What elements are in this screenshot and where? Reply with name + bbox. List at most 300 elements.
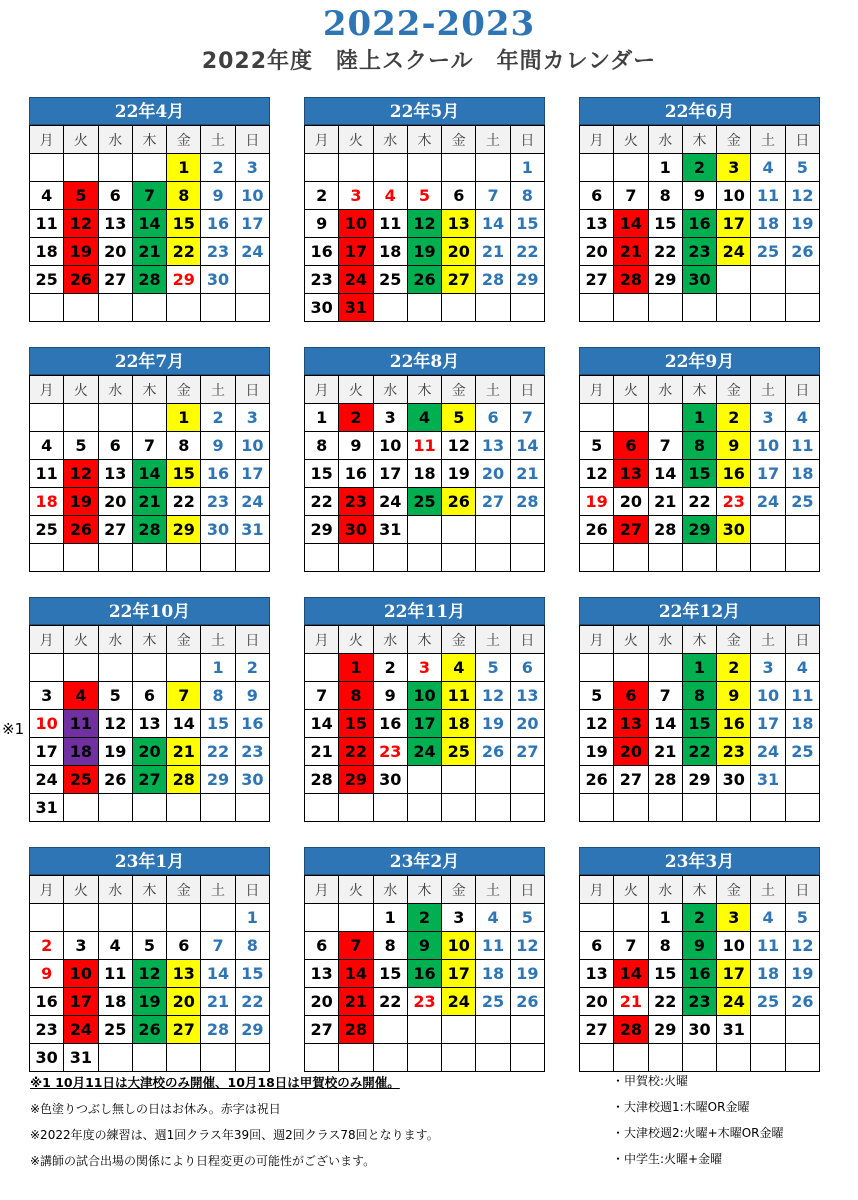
day-cell [235, 738, 269, 766]
weekday-header: 土 [751, 376, 785, 404]
day-cell [132, 960, 166, 988]
day-number: 17 [35, 742, 58, 761]
day-number: 13 [619, 464, 643, 483]
day-cell [373, 710, 407, 738]
day-cell [305, 294, 339, 322]
day-number: 24 [344, 270, 368, 289]
day-number: 13 [447, 214, 470, 233]
day-cell [614, 738, 648, 766]
day-number: 25 [413, 492, 436, 511]
day-number: 25 [447, 742, 470, 761]
day-cell [339, 266, 373, 294]
day-cell [682, 182, 716, 210]
day-cell [407, 432, 441, 460]
day-cell [305, 210, 339, 238]
day-number: 20 [138, 742, 161, 761]
day-number: 5 [521, 908, 533, 927]
day-number: 11 [447, 686, 470, 705]
day-number: 24 [413, 742, 436, 761]
day-cell [580, 182, 614, 210]
day-cell [64, 210, 98, 238]
weekday-header: 火 [64, 126, 98, 154]
day-number: 16 [722, 464, 745, 483]
day-number: 17 [241, 464, 264, 483]
weekday-header: 土 [201, 876, 235, 904]
day-number: 21 [481, 242, 505, 261]
empty-day-cell [751, 266, 785, 294]
day-cell [682, 932, 716, 960]
weekday-header: 金 [442, 876, 476, 904]
day-number: 11 [756, 936, 780, 955]
day-number: 8 [659, 936, 671, 955]
day-cell [682, 154, 716, 182]
weekday-header: 水 [648, 626, 682, 654]
day-cell [98, 460, 132, 488]
empty-day-cell [407, 154, 441, 182]
day-cell [339, 294, 373, 322]
day-cell [373, 738, 407, 766]
day-cell [407, 960, 441, 988]
weekday-header: 水 [648, 876, 682, 904]
day-number: 14 [138, 214, 161, 233]
empty-day-cell [580, 904, 614, 932]
day-number: 14 [344, 964, 368, 983]
empty-day-cell [751, 516, 785, 544]
day-number: 9 [41, 964, 53, 983]
empty-day-cell [30, 294, 64, 322]
day-number: 4 [41, 186, 53, 205]
day-cell [98, 238, 132, 266]
day-cell [64, 960, 98, 988]
day-number: 13 [138, 714, 161, 733]
day-number: 9 [418, 936, 431, 955]
day-cell [717, 654, 751, 682]
day-number: 20 [619, 492, 643, 511]
day-number: 29 [310, 520, 333, 539]
month-title: 23年2月 [304, 847, 545, 875]
day-cell [751, 654, 785, 682]
empty-day-cell [305, 904, 339, 932]
day-number: 26 [138, 1020, 161, 1039]
day-number: 21 [310, 742, 333, 761]
notes-left [30, 1070, 570, 1174]
empty-day-cell [476, 154, 510, 182]
day-number: 2 [212, 158, 224, 177]
day-number: 13 [104, 464, 127, 483]
day-number: 24 [69, 1020, 93, 1039]
day-number: 5 [109, 686, 121, 705]
empty-day-cell [98, 654, 132, 682]
day-cell [373, 904, 407, 932]
day-cell [167, 516, 201, 544]
day-number: 29 [688, 770, 711, 789]
empty-day-cell [98, 154, 132, 182]
day-cell [98, 266, 132, 294]
day-cell [305, 182, 339, 210]
day-cell [580, 710, 614, 738]
class-schedule-line: ・大津校週1:木曜OR金曜 [612, 1100, 750, 1114]
day-cell [717, 432, 751, 460]
empty-day-cell [64, 294, 98, 322]
day-cell [751, 404, 785, 432]
day-number: 12 [791, 186, 814, 205]
day-number: 23 [688, 242, 711, 261]
day-number: 30 [379, 770, 402, 789]
day-number: 3 [246, 408, 258, 427]
day-cell [476, 710, 510, 738]
day-cell [407, 488, 441, 516]
month-title: 22年10月 [29, 597, 270, 625]
day-number: 7 [178, 686, 190, 705]
day-cell [30, 488, 64, 516]
day-cell [614, 988, 648, 1016]
weekday-header: 金 [442, 376, 476, 404]
day-number: 23 [35, 1020, 58, 1039]
empty-day-cell [614, 904, 648, 932]
empty-day-cell [751, 794, 785, 822]
day-number: 30 [688, 1020, 711, 1039]
day-number: 7 [521, 408, 533, 427]
day-cell [580, 516, 614, 544]
day-cell [167, 682, 201, 710]
day-cell [476, 682, 510, 710]
day-number: 12 [69, 464, 93, 483]
day-number: 3 [762, 658, 774, 677]
day-number: 12 [516, 936, 539, 955]
empty-day-cell [510, 794, 544, 822]
empty-day-cell [30, 154, 64, 182]
day-number: 17 [344, 242, 368, 261]
month-calendar [579, 97, 820, 322]
day-number: 3 [41, 686, 53, 705]
day-cell [442, 932, 476, 960]
day-cell [717, 460, 751, 488]
empty-day-cell [751, 1016, 785, 1044]
day-cell [235, 210, 269, 238]
day-cell [373, 488, 407, 516]
day-cell [682, 766, 716, 794]
day-number: 23 [206, 242, 230, 261]
day-cell [717, 210, 751, 238]
weekday-header: 水 [373, 376, 407, 404]
day-cell [132, 182, 166, 210]
day-number: 27 [516, 742, 539, 761]
day-number: 6 [109, 186, 121, 205]
day-number: 9 [693, 186, 706, 205]
day-number: 25 [756, 242, 780, 261]
day-cell [339, 488, 373, 516]
day-cell [614, 488, 648, 516]
empty-day-cell [132, 1044, 166, 1072]
day-number: 25 [791, 742, 814, 761]
day-number: 11 [104, 964, 127, 983]
empty-day-cell [98, 404, 132, 432]
weekday-header: 月 [305, 876, 339, 904]
day-cell [648, 154, 682, 182]
day-cell [235, 904, 269, 932]
day-number: 4 [762, 158, 774, 177]
day-cell [305, 710, 339, 738]
empty-day-cell [98, 544, 132, 572]
day-number: 27 [172, 1020, 195, 1039]
weekday-header: 金 [717, 626, 751, 654]
day-number: 28 [654, 520, 677, 539]
empty-day-cell [132, 654, 166, 682]
month-title: 23年3月 [579, 847, 820, 875]
day-cell [167, 238, 201, 266]
day-number: 23 [722, 492, 745, 511]
day-cell [580, 460, 614, 488]
day-number: 10 [447, 936, 470, 955]
day-number: 1 [212, 658, 224, 677]
day-number: 10 [722, 936, 745, 955]
day-cell [442, 738, 476, 766]
day-cell [30, 682, 64, 710]
day-number: 24 [756, 492, 780, 511]
day-number: 16 [379, 714, 402, 733]
empty-day-cell [407, 516, 441, 544]
day-number: 14 [516, 436, 539, 455]
day-number: 27 [585, 1020, 608, 1039]
day-cell [682, 960, 716, 988]
day-number: 17 [756, 714, 780, 733]
weekday-header: 金 [167, 126, 201, 154]
day-cell [648, 182, 682, 210]
day-number: 9 [212, 186, 224, 205]
day-number: 23 [688, 992, 711, 1011]
weekday-header: 日 [510, 876, 544, 904]
empty-day-cell [64, 544, 98, 572]
day-number: 14 [654, 714, 677, 733]
day-cell [235, 238, 269, 266]
month-title: 22年4月 [29, 97, 270, 125]
day-cell [751, 182, 785, 210]
day-cell [476, 988, 510, 1016]
day-number: 4 [762, 908, 774, 927]
day-cell [476, 210, 510, 238]
day-cell [717, 404, 751, 432]
day-number: 26 [69, 270, 93, 289]
empty-day-cell [407, 1016, 441, 1044]
weekday-header: 土 [201, 126, 235, 154]
day-cell [407, 738, 441, 766]
empty-day-cell [305, 1044, 339, 1072]
day-cell [132, 710, 166, 738]
empty-day-cell [132, 904, 166, 932]
day-cell [614, 432, 648, 460]
day-number: 4 [109, 936, 121, 955]
empty-day-cell [510, 1044, 544, 1072]
empty-day-cell [305, 654, 339, 682]
empty-day-cell [580, 154, 614, 182]
empty-day-cell [751, 544, 785, 572]
day-cell [98, 182, 132, 210]
day-cell [373, 682, 407, 710]
day-number: 12 [138, 964, 161, 983]
day-cell [476, 460, 510, 488]
weekday-header: 土 [751, 876, 785, 904]
day-number: 4 [796, 408, 808, 427]
weekday-header: 月 [30, 876, 64, 904]
day-cell [614, 932, 648, 960]
day-number: 28 [619, 1020, 643, 1039]
day-cell [235, 710, 269, 738]
day-number: 20 [516, 714, 539, 733]
day-number: 18 [791, 714, 814, 733]
day-cell [132, 210, 166, 238]
day-cell [510, 682, 544, 710]
day-number: 21 [344, 992, 368, 1011]
day-cell [64, 516, 98, 544]
day-number: 9 [728, 436, 740, 455]
day-number: 30 [722, 520, 745, 539]
weekday-header: 火 [339, 876, 373, 904]
day-number: 8 [384, 936, 396, 955]
weekday-header: 水 [98, 376, 132, 404]
day-number: 11 [69, 714, 93, 733]
day-cell [510, 988, 544, 1016]
day-number: 10 [756, 686, 780, 705]
day-cell [132, 932, 166, 960]
empty-day-cell [30, 904, 64, 932]
day-cell [580, 266, 614, 294]
day-cell [442, 266, 476, 294]
day-number: 13 [104, 214, 127, 233]
day-cell [201, 710, 235, 738]
day-cell [201, 654, 235, 682]
day-number: 19 [481, 714, 505, 733]
day-number: 10 [241, 186, 264, 205]
empty-day-cell [717, 294, 751, 322]
month-calendar [29, 97, 270, 322]
day-number: 26 [69, 520, 93, 539]
empty-day-cell [614, 544, 648, 572]
day-cell [64, 1044, 98, 1072]
day-cell [30, 238, 64, 266]
day-cell [442, 960, 476, 988]
empty-day-cell [785, 266, 819, 294]
day-cell [339, 710, 373, 738]
day-cell [682, 516, 716, 544]
day-cell [476, 404, 510, 432]
day-number: 14 [619, 214, 643, 233]
month-title: 22年12月 [579, 597, 820, 625]
day-number: 6 [521, 658, 533, 677]
day-cell [235, 988, 269, 1016]
weekday-header: 日 [235, 626, 269, 654]
weekday-header: 日 [235, 376, 269, 404]
day-number: 4 [41, 436, 53, 455]
day-cell [717, 516, 751, 544]
day-number: 18 [756, 964, 780, 983]
day-number: 16 [310, 242, 333, 261]
day-cell [717, 960, 751, 988]
day-cell [98, 960, 132, 988]
empty-day-cell [648, 294, 682, 322]
day-number: 6 [625, 686, 637, 705]
day-number: 10 [413, 686, 436, 705]
day-number: 19 [138, 992, 161, 1011]
note-line: ※講師の試合出場の関係により日程変更の可能性がございます。 [30, 1154, 376, 1168]
day-number: 2 [212, 408, 224, 427]
empty-day-cell [373, 294, 407, 322]
day-number: 28 [481, 270, 505, 289]
day-cell [167, 488, 201, 516]
day-number: 11 [379, 214, 402, 233]
day-cell [235, 182, 269, 210]
day-cell [339, 766, 373, 794]
day-cell [30, 794, 64, 822]
day-number: 21 [172, 742, 195, 761]
weekday-header: 木 [407, 626, 441, 654]
day-number: 7 [659, 436, 671, 455]
weekday-header: 月 [580, 126, 614, 154]
empty-day-cell [373, 1044, 407, 1072]
class-schedule-line: ・大津校週2:火曜+木曜OR金曜 [612, 1126, 784, 1140]
day-cell [614, 516, 648, 544]
day-number: 5 [487, 658, 499, 677]
day-cell [751, 460, 785, 488]
day-cell [751, 932, 785, 960]
day-number: 26 [791, 242, 814, 261]
day-cell [407, 710, 441, 738]
day-cell [64, 266, 98, 294]
day-number: 25 [379, 270, 402, 289]
day-cell [339, 988, 373, 1016]
day-number: 13 [481, 436, 505, 455]
weekday-header: 水 [98, 126, 132, 154]
day-cell [98, 988, 132, 1016]
day-cell [339, 1016, 373, 1044]
day-cell [373, 238, 407, 266]
day-number: 9 [350, 436, 362, 455]
day-cell [751, 710, 785, 738]
empty-day-cell [407, 766, 441, 794]
day-cell [407, 210, 441, 238]
day-cell [580, 488, 614, 516]
weekday-header: 金 [717, 876, 751, 904]
empty-day-cell [785, 1016, 819, 1044]
day-cell [580, 432, 614, 460]
day-number: 18 [791, 464, 814, 483]
day-cell [98, 1016, 132, 1044]
weekday-header: 土 [476, 376, 510, 404]
empty-day-cell [30, 404, 64, 432]
day-number: 10 [241, 436, 264, 455]
day-cell [167, 932, 201, 960]
day-cell [167, 182, 201, 210]
day-number: 8 [521, 186, 533, 205]
weekday-header: 土 [476, 626, 510, 654]
day-cell [785, 182, 819, 210]
empty-day-cell [339, 544, 373, 572]
empty-day-cell [339, 1044, 373, 1072]
day-cell [305, 682, 339, 710]
day-number: 22 [654, 992, 677, 1011]
weekday-header: 日 [785, 626, 819, 654]
day-cell [407, 932, 441, 960]
empty-day-cell [442, 766, 476, 794]
day-cell [305, 988, 339, 1016]
day-cell [614, 238, 648, 266]
day-cell [98, 432, 132, 460]
day-cell [305, 432, 339, 460]
day-cell [442, 654, 476, 682]
day-number: 11 [35, 464, 58, 483]
day-cell [235, 960, 269, 988]
day-number: 6 [487, 408, 499, 427]
day-cell [717, 1016, 751, 1044]
